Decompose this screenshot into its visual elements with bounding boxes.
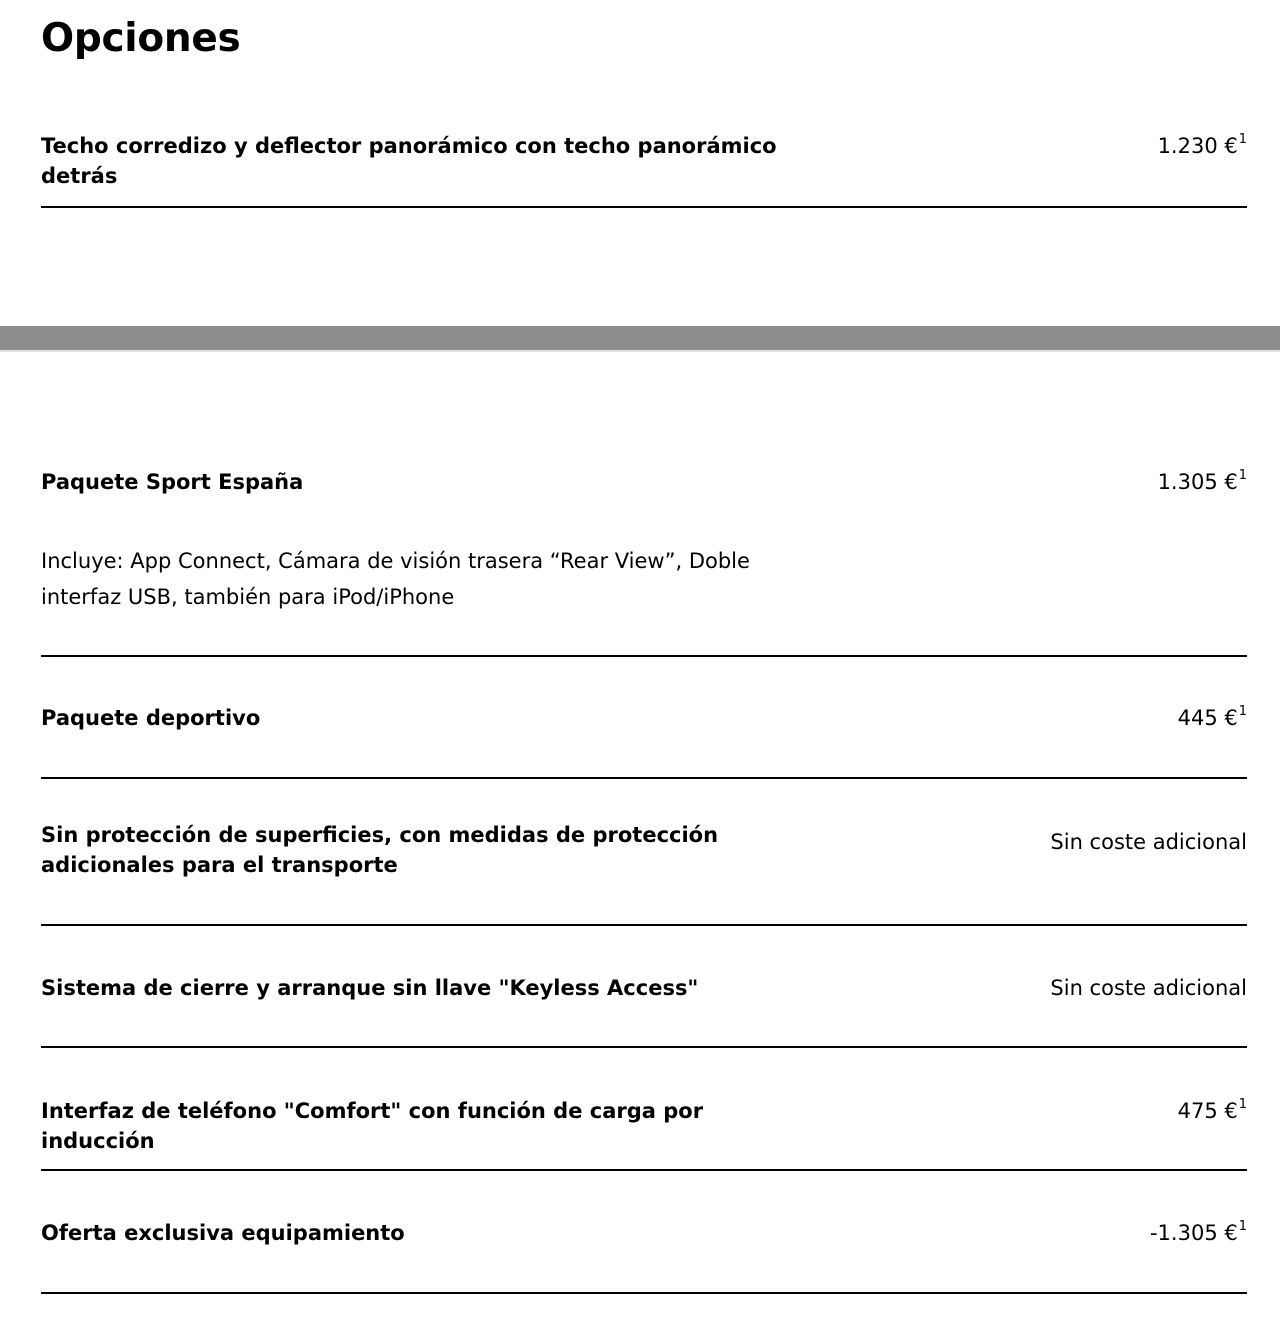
page-title: Opciones xyxy=(41,16,241,61)
footnote-marker: 1 xyxy=(1238,1097,1247,1112)
option-row xyxy=(41,131,1247,208)
option-row xyxy=(41,467,1247,657)
option-name: Sistema de cierre y arranque sin llave "Keyless Access" xyxy=(41,976,699,1000)
footnote-marker: 1 xyxy=(1238,704,1247,719)
footnote-marker: 1 xyxy=(1238,468,1247,483)
option-price: 445 €$^1$ xyxy=(1177,704,1247,730)
option-name: Oferta exclusiva equipamiento xyxy=(41,1221,405,1245)
option-name: Paquete Sport España xyxy=(41,470,304,494)
option-name: Techo corredizo y deflector panorámico con techo panorámico detrás xyxy=(41,134,777,188)
option-name: Sin protección de superficies, con medidas de protección adicionales para el transporte xyxy=(41,823,719,877)
option-name: Interfaz de teléfono "Comfort" con función de carga por inducción xyxy=(41,1099,704,1153)
footnote-marker: 1 xyxy=(1238,132,1247,147)
option-row xyxy=(41,820,1247,926)
option-price: 475 €$^1$ xyxy=(1177,1097,1247,1123)
separator-shadow xyxy=(0,350,1280,352)
option-price: 1.230 €$^1$ xyxy=(1157,132,1247,158)
option-price: 1.305 €$^1$ xyxy=(1157,468,1247,494)
option-name: Paquete deportivo xyxy=(41,706,261,730)
option-row xyxy=(41,703,1247,779)
option-description: Incluye: App Connect, Cámara de visión trasera “Rear View”, Doble interfaz USB, también para iPod/iPhone xyxy=(41,549,750,609)
footnote-marker: 1 xyxy=(1238,1219,1247,1234)
option-row xyxy=(41,1218,1247,1294)
option-price: Sin coste adicional xyxy=(1050,976,1247,1000)
option-price: -1.305 €$^1$ xyxy=(1149,1219,1247,1245)
option-row xyxy=(41,973,1247,1048)
option-price: Sin coste adicional xyxy=(1050,830,1247,854)
option-row xyxy=(41,1096,1247,1171)
section-separator xyxy=(0,326,1280,352)
